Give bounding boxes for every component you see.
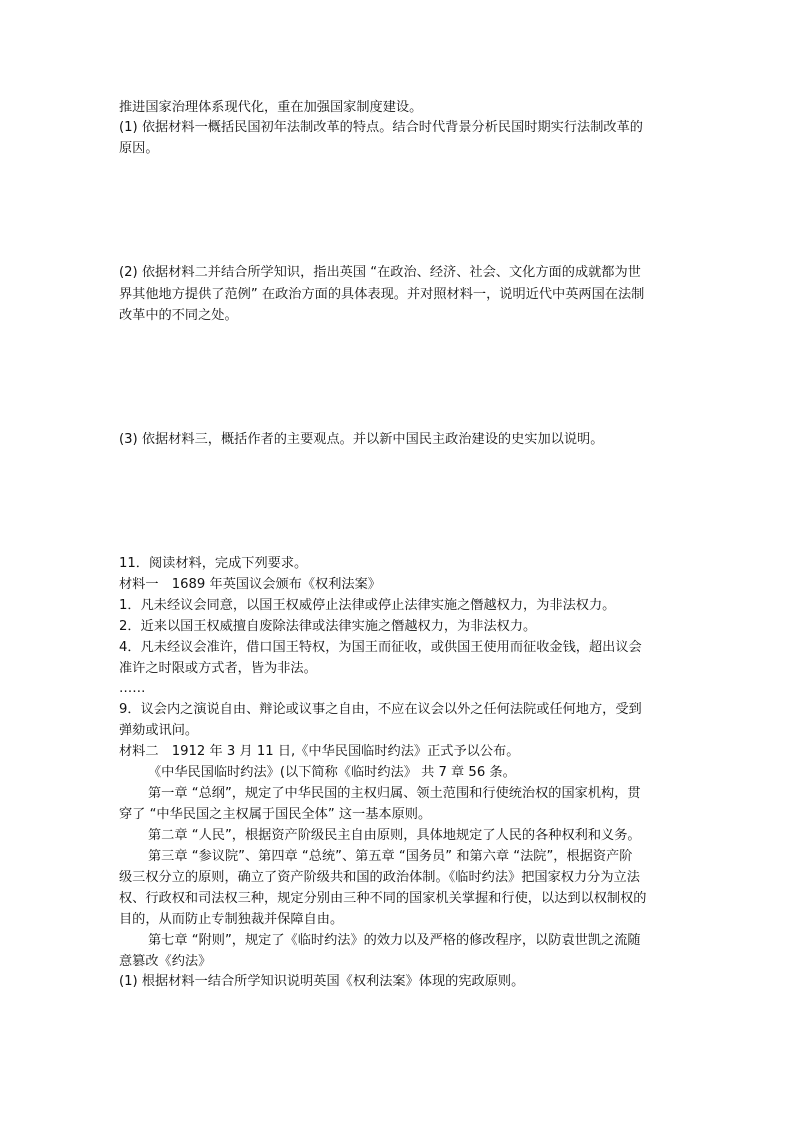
material-2-line: 权、行政权和司法权三种，规定分别由三种不同的国家机关掌握和行使，以达到以权制权的 (119, 891, 647, 906)
question-1-line-1: (1) 依据材料一概括民国初年法制改革的特点。结合时代背景分析民国时期实行法制改革的 (119, 120, 643, 135)
material-2-line: 级三权分立的原则，确立了资产阶级共和国的政治体制。《临时约法》把国家权力分为立法 (119, 870, 640, 885)
material-2-line: 第七章 “附则”，规定了《临时约法》的效力以及严格的修改程序，以防袁世凯之流随 (148, 933, 641, 948)
material-2-title: 材料二 1912 年 3 月 11 日,《中华民国临时约法》正式予以公布。 (119, 744, 520, 759)
material-1-line: 弹劾或讯问。 (119, 723, 199, 738)
material-2-line: 意篡改《约法》 (119, 954, 212, 969)
material-1-line: 准许之时限或方式者，皆为非法。 (119, 661, 317, 676)
material-1-title: 材料一 1689 年英国议会颁布《权利法案》 (119, 577, 381, 592)
material-2-line: 目的，从而防止专制独裁并保障自由。 (119, 912, 344, 927)
material-1-line: 2．近来以国王权威擅自废除法律或法律实施之僭越权力，为非法权力。 (119, 619, 537, 634)
material-1-line: 1．凡未经议会同意，以国王权威停止法律或停止法律实施之僭越权力，为非法权力。 (119, 598, 616, 613)
item-11-question-1: (1) 根据材料一结合所学知识说明英国《权利法案》体现的宪政原则。 (119, 974, 525, 989)
material-2-line: 穿了 “中华民国之主权属于国民全体” 这一基本原则。 (119, 807, 432, 822)
question-2-line-1: (2) 依据材料二并结合所学知识，指出英国 “在政治、经济、社会、文化方面的成就都为世 (119, 265, 641, 280)
item-11-heading: 11．阅读材料，完成下列要求。 (119, 556, 308, 571)
intro-text: 推进国家治理体系现代化，重在加强国家制度建设。 (119, 100, 423, 115)
material-1-line: 9．议会内之演说自由、辩论或议事之自由，不应在议会以外之任何法院或任何地方，受到 (119, 702, 642, 717)
question-3: (3) 依据材料三，概括作者的主要观点。并以新中国民主政治建设的史实加以说明。 (119, 432, 604, 447)
material-2-line: 《中华民国临时约法》(以下简称《临时约法》 共 7 章 56 条。 (148, 765, 516, 780)
material-1-line: 4．凡未经议会准许，借口国王特权，为国王而征收，或供国王使用而征收金钱，超出议会 (119, 640, 642, 655)
question-2-line-2: 界其他地方提供了范例” 在政治方面的具体表现。并对照材料一，说明近代中英两国在法制 (119, 287, 645, 302)
material-1-ellipsis: …… (119, 681, 146, 696)
question-1-line-2: 原因。 (119, 141, 159, 156)
question-2-line-3: 改革中的不同之处。 (119, 308, 238, 323)
material-2-line: 第三章 “参议院”、第四章 “总统”、第五章 “国务员” 和第六章 “法院”，根据资产阶 (148, 849, 633, 864)
material-2-line: 第二章 “人民”，根据资产阶级民主自由原则，具体地规定了人民的各种权利和义务。 (148, 828, 641, 843)
material-2-line: 第一章 “总纲”，规定了中华民国的主权归属、领土范围和行使统治权的国家机构，贯 (148, 786, 641, 801)
